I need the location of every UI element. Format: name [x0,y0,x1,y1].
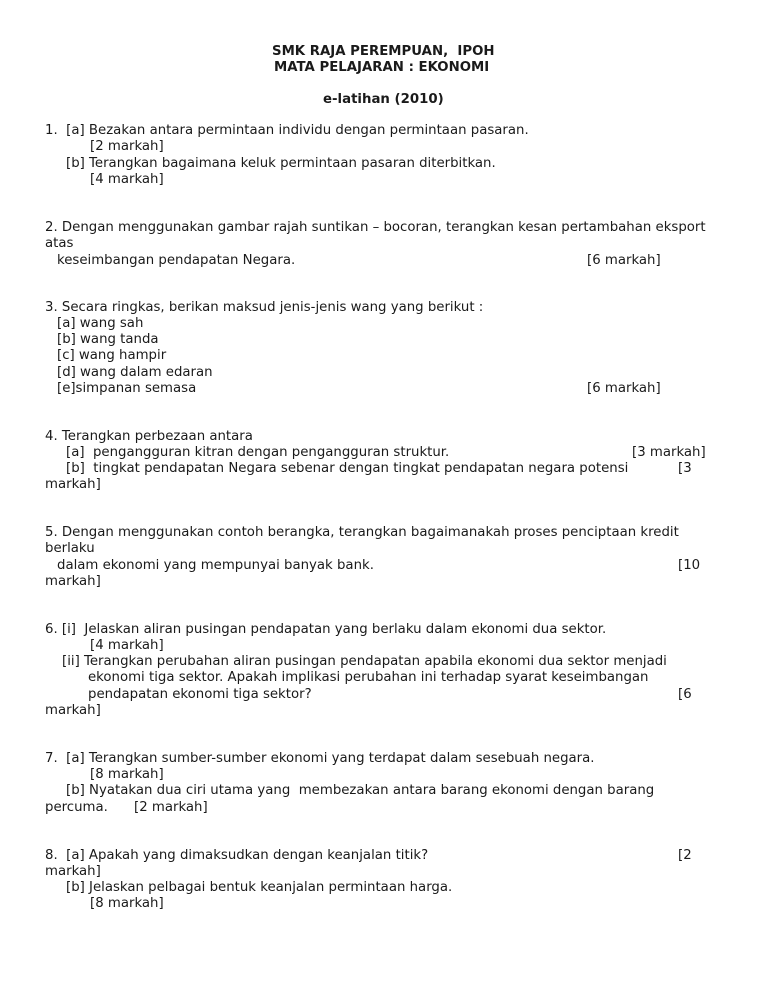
q2-line2: atas [45,236,74,251]
q6-i-marks: [4 markah] [90,638,164,653]
q8-b-text: [b] Jelaskan pelbagai bentuk keanjalan permintaan harga. [66,880,453,895]
q3-item-d: [d] wang dalam edaran [57,365,213,380]
q2-line1: 2. Dengan menggunakan gambar rajah suntikan – bocoran, terangkan kesan pertambahan eksport [45,220,706,235]
q6-ii-marks: [6 [678,687,692,702]
page-title: e-latihan (2010) [323,92,444,107]
q5-line2: berlaku [45,541,95,556]
q3-marks: [6 markah] [587,381,661,396]
q6-ii-line1: [ii] Terangkan perubahan aliran pusingan pendapatan apabila ekonomi dua sektor menjadi [62,654,667,669]
subject-title: MATA PELAJARAN : EKONOMI [274,60,490,75]
q1-a-text: 1. [a] Bezakan antara permintaan individu dengan permintaan pasaran. [45,123,529,138]
q7-b-line1: [b] Nyatakan dua ciri utama yang membezakan antara barang ekonomi dengan barang [66,783,655,798]
q7-a-text: 7. [a] Terangkan sumber-sumber ekonomi yang terdapat dalam sesebuah negara. [45,751,595,766]
q5-line1: 5. Dengan menggunakan contoh berangka, terangkan bagaimanakah proses penciptaan kredit [45,525,679,540]
q3-stem: 3. Secara ringkas, berikan maksud jenis-jenis wang yang berikut : [45,300,484,315]
q5-marks: [10 [678,558,701,573]
q6-i-text: 6. [i] Jelaskan aliran pusingan pendapatan yang berlaku dalam ekonomi dua sektor. [45,622,607,637]
q1-a-marks: [2 markah] [90,139,164,154]
school-name: SMK RAJA PEREMPUAN, IPOH [272,44,495,59]
q1-b-marks: [4 markah] [90,172,164,187]
q8-b-marks: [8 markah] [90,896,164,911]
q8-a-marks-cont: markah] [45,864,101,879]
q5-line3: dalam ekonomi yang mempunyai banyak bank. [57,558,374,573]
q8-a-text: 8. [a] Apakah yang dimaksudkan dengan keanjalan titik? [45,848,429,863]
q7-b-line2: percuma. [45,800,108,815]
q6-ii-line2: ekonomi tiga sektor. Apakah implikasi perubahan ini terhadap syarat keseimbangan [88,670,649,685]
q2-marks: [6 markah] [587,253,661,268]
q4-b-marks: [3 [678,461,692,476]
q4-item-a: [a] pengangguran kitran dengan pengangguran struktur. [66,445,450,460]
q4-item-b: [b] tingkat pendapatan Negara sebenar dengan tingkat pendapatan negara potensi [66,461,629,476]
q7-a-marks: [8 markah] [90,767,164,782]
q3-item-e: [e]simpanan semasa [57,381,197,396]
q6-ii-line3: pendapatan ekonomi tiga sektor? [88,687,312,702]
q4-stem: 4. Terangkan perbezaan antara [45,429,253,444]
q3-item-b: [b] wang tanda [57,332,159,347]
q5-marks-cont: markah] [45,574,101,589]
q8-a-marks: [2 [678,848,692,863]
q1-b-text: [b] Terangkan bagaimana keluk permintaan pasaran diterbitkan. [66,156,496,171]
q4-b-marks-cont: markah] [45,477,101,492]
q4-a-marks: [3 markah] [632,445,706,460]
q2-line3: keseimbangan pendapatan Negara. [57,253,296,268]
q6-ii-marks-cont: markah] [45,703,101,718]
q3-item-a: [a] wang sah [57,316,144,331]
q3-item-c: [c] wang hampir [57,348,167,363]
q7-b-marks: [2 markah] [134,800,208,815]
